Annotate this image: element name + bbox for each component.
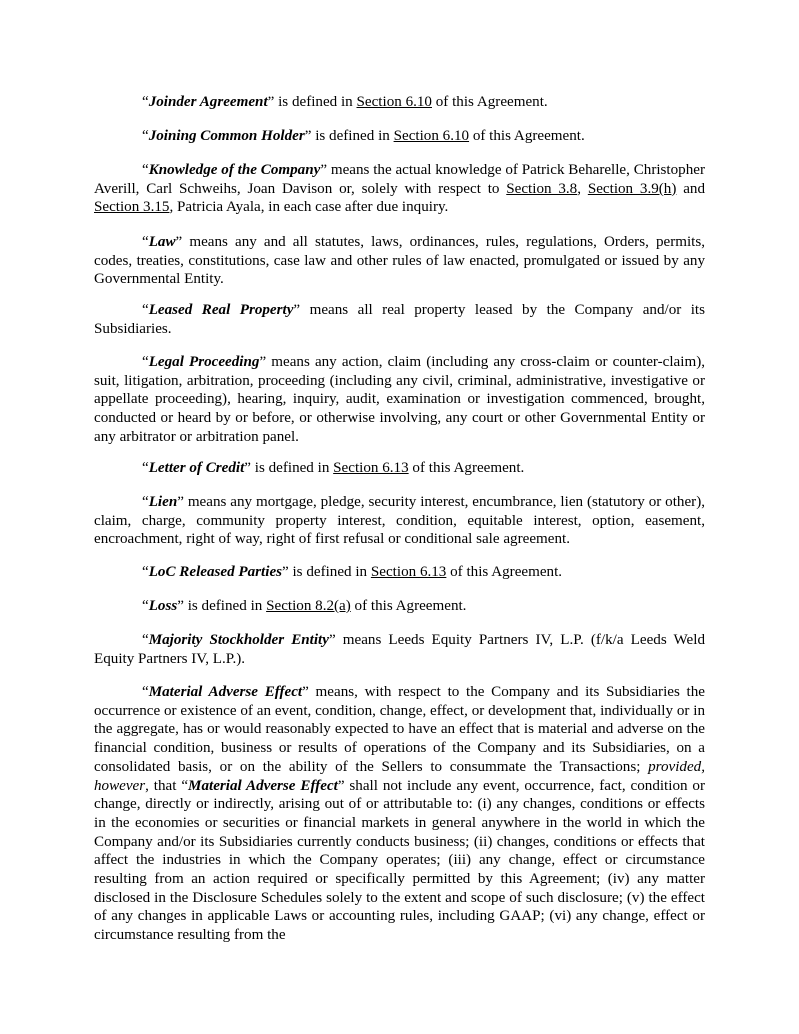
close-quote: ” [259, 354, 267, 370]
definition-lien [94, 493, 705, 549]
definition-text: is defined in [250, 460, 334, 476]
definition-knowledge-of-the-company [94, 161, 705, 217]
defined-term: LoC Released Parties [148, 564, 283, 580]
definition-majority-stockholder-entity [94, 631, 705, 668]
section-reference: Section 3.15 [94, 199, 170, 216]
open-quote: “ [142, 684, 149, 700]
definition-letter-of-credit [94, 459, 705, 478]
definition-law [94, 233, 705, 289]
close-quote: ” [320, 162, 328, 178]
defined-term: Lien [148, 494, 178, 510]
definition-joinder-agreement [94, 93, 705, 112]
separator: , [577, 180, 588, 197]
defined-term: Law [148, 234, 176, 250]
section-reference: Section 6.13 [370, 564, 447, 580]
definition-material-adverse-effect [94, 683, 705, 945]
definition-text: , that “ [145, 777, 189, 794]
section-reference: Section 6.10 [356, 94, 432, 110]
definition-text: means any and all statutes, laws, ordinances, rules, regulations, Orders, permits, codes, treaties, constitutions, case law and other rules of law enacted, promulgated or issued by any Governmental Entity. [94, 234, 705, 288]
close-quote: ” [293, 302, 301, 318]
definition-text: means any mortgage, pledge, security interest, encumbrance, lien (statutory or other), claim, charge, community property interest, condition, equitable interest, option, easement, encroachment, right of way, right of first refusal or conditional sale agreement. [94, 494, 705, 548]
definition-text: of this Agreement. [408, 460, 525, 476]
defined-term: Letter of Credit [148, 460, 245, 476]
definition-text: of this Agreement. [350, 598, 467, 614]
section-reference: Section 6.13 [333, 460, 409, 476]
definition-text: is defined in [274, 94, 357, 110]
defined-term-repeat: Material Adverse Effect [188, 777, 338, 794]
open-quote: “ [142, 302, 149, 318]
definition-loc-released-parties [94, 563, 705, 582]
open-quote: “ [142, 564, 149, 580]
proviso-text: provided, however [94, 758, 705, 794]
definition-text: means all real property leased by the Company and/or its Subsidiaries. [94, 302, 705, 337]
open-quote: “ [142, 94, 149, 110]
definition-text: is defined in [311, 128, 394, 144]
open-quote: “ [142, 598, 149, 614]
open-quote: “ [142, 162, 149, 178]
open-quote: “ [142, 234, 149, 250]
definition-text: of this Agreement. [446, 564, 563, 580]
section-reference: Section 3.9(h) [587, 180, 677, 197]
open-quote: “ [142, 494, 149, 510]
defined-term: Legal Proceeding [148, 354, 260, 370]
defined-term: Majority Stockholder Entity [148, 632, 329, 648]
definition-text: , Patricia Ayala, in each case after due inquiry. [169, 199, 449, 216]
definition-text: means, with respect to the Company and its Subsidiaries the occurrence or existence of an event, condition, change, effect, or development that, individually or in the aggregate, has or would reasonably expected to have an effect that is material and adverse on the financial condition, business or results of operations of the Company and its Subsidiaries, on a consolidated basis, or on the ability of the Sellers to consummate the Transactions; [94, 684, 705, 775]
separator: and [676, 180, 705, 197]
close-quote: ” [177, 598, 184, 614]
close-quote: ” [175, 234, 183, 250]
definition-text: means the actual knowledge of Patrick Beharelle, Christopher Averill, Carl Schweihs, Joan Davison or, solely with respect to [94, 162, 705, 197]
definition-text: means Leeds Equity Partners IV, L.P. (f/k/a Leeds Weld Equity Partners IV, L.P.). [94, 632, 705, 667]
open-quote: “ [142, 354, 149, 370]
definition-text: ” shall not include any event, occurrence, fact, condition or change, directly or indirectly, arising out of or attributable to: (i) any changes, conditions or effects in the economies or securities or financial markets in general anywhere in the world in which the Company and/or its Subsidiaries currently conducts business; (ii) changes, conditions or effects that affect the industries in which the Company operates; (iii) any change, effect or circumstance resulting from an action required or specifically permitted by this Agreement; (iv) any matter disclosed in the Disclosure Schedules solely to the extent and scope of such disclosure; (v) the effect of any changes in applicable Laws or accounting rules, including GAAP; (vi) any change, effect or circumstance resulting from the [94, 777, 706, 944]
definition-text: of this Agreement. [431, 94, 548, 110]
definition-text: is defined in [288, 564, 371, 580]
defined-term: Joinder Agreement [148, 94, 268, 110]
close-quote: ” [304, 128, 312, 144]
defined-term: Joining Common Holder [148, 128, 305, 144]
defined-term: Material Adverse Effect [148, 684, 303, 700]
close-quote: ” [244, 460, 251, 476]
close-quote: ” [282, 564, 289, 580]
definition-joining-common-holder [94, 127, 705, 146]
section-reference: Section 3.8 [506, 180, 578, 197]
defined-term: Loss [148, 598, 178, 614]
defined-term: Leased Real Property [148, 302, 294, 318]
definition-leased-real-property [94, 301, 705, 338]
open-quote: “ [142, 460, 149, 476]
open-quote: “ [142, 632, 149, 648]
close-quote: ” [328, 632, 336, 648]
close-quote: ” [267, 94, 275, 110]
close-quote: ” [177, 494, 184, 510]
close-quote: ” [302, 684, 309, 700]
definition-text: of this Agreement. [469, 128, 585, 144]
open-quote: “ [142, 128, 149, 144]
section-reference: Section 8.2(a) [266, 598, 351, 614]
section-reference: Section 6.10 [393, 128, 470, 144]
definition-text: is defined in [183, 598, 267, 614]
definition-loss [94, 597, 705, 616]
defined-term: Knowledge of the Company [148, 162, 321, 178]
definition-legal-proceeding [94, 353, 705, 447]
definition-text: means any action, claim (including any cross-claim or counter-claim), suit, litigation, arbitration, proceeding (including any civil, criminal, administrative, investigative or appellate proceeding), hearing, inquiry, audit, examination or investigation commenced, brought, conducted or heard by or before, or otherwise involving, any court or other Governmental Entity or any arbitrator or arbitration panel. [94, 354, 705, 445]
